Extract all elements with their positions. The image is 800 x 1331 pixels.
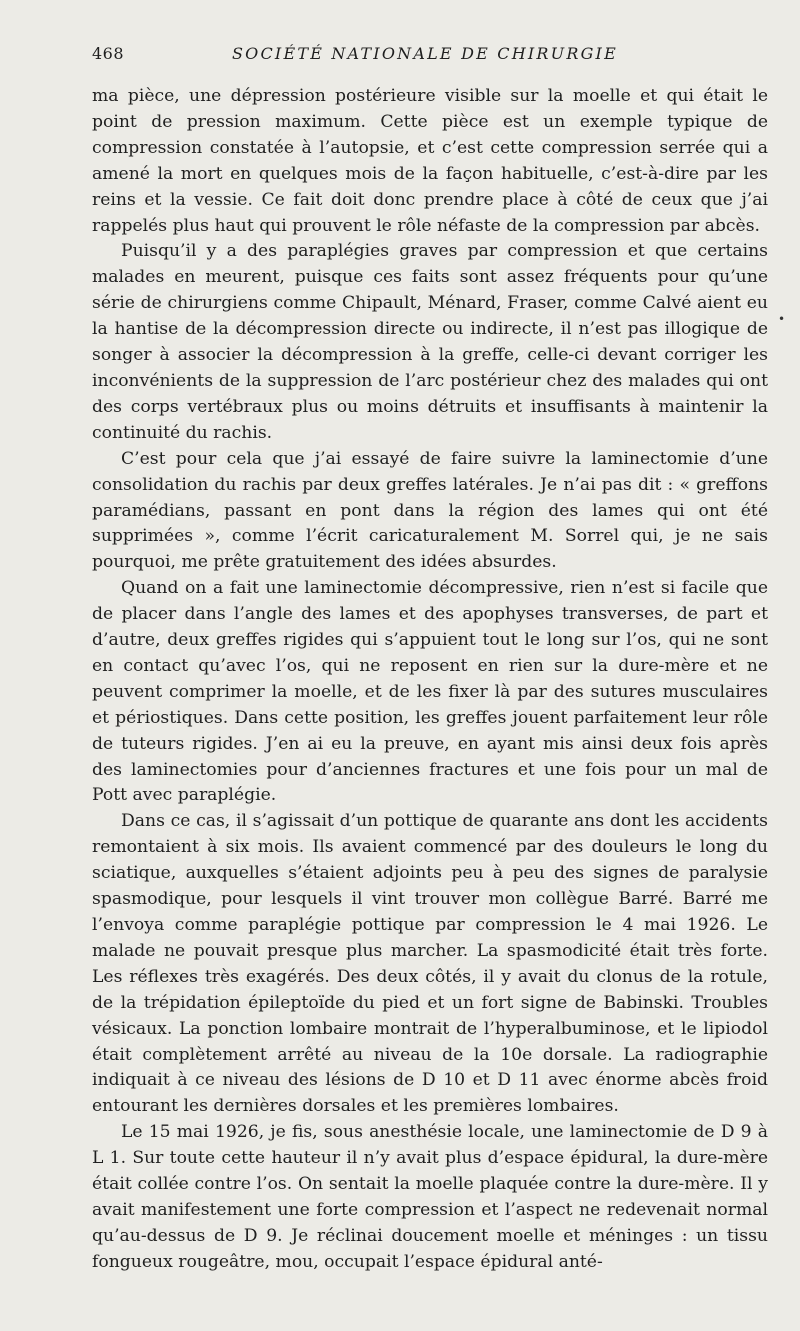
paragraph: Le 15 mai 1926, je fis, sous anesthésie locale, une laminectomie de D 9 à L 1. Sur toute cette hauteur il n’y avait plus d’espace épidural, la dure-mère était collée contre l’os. On sentait la moelle plaquée contre la dure-mère. Il y avait manifestement une forte compression et l’aspect ne redevenait normal qu’au-dessus de D 9. Je réclinai doucement moelle et méninges : un tissu fongueux rougeâtre, mou, occupait l’espace épidural anté- bbox=[92, 1122, 768, 1272]
paragraph: Dans ce cas, il s’agissait d’un pottique de quarante ans dont les accidents remontaient à six mois. Ils avaient commencé par des douleurs le long du sciatique, auxquelles s’étaient adjoints peu à peu des signes de paralysie spasmodique, pour lesquels il vint trouver mon collègue Barré. Barré me l’envoya comme paraplégie pottique par compression le 4 mai 1926. Le malade ne pouvait presque plus marcher. La spasmodicité était très forte. Les réflexes très exagérés. Des deux côtés, il y avait du clonus de la rotule, de la trépidation épileptoïde du pied et un fort signe de Babinski. Troubles vésicaux. La ponction lombaire montrait de l’hyperalbuminose, et le lipiodol était complètement arrêté au niveau de la 10e dorsale. La radiographie indiquait à ce niveau des lésions de D 10 et D 11 avec énorme abcès froid entourant les dernières dorsales et les premières lombaires. bbox=[92, 811, 768, 1117]
page-number: 468 bbox=[92, 44, 125, 63]
margin-mark-icon: • bbox=[778, 312, 786, 326]
paragraph: Puisqu’il y a des paraplégies graves par compression et que certains malades en meurent, puisque ces faits sont assez fréquents pour qu’une série de chirurgiens comme Chipault, Ménard, Fraser, comme Calvé aient eu la hantise de la décompression directe ou indirecte, il n’est pas illogique de songer à associer la décompression à la greffe, celle-ci devant corriger les inconvénients de la suppression de l’arc postérieur chez des malades qui ont des corps vertébraux plus ou moins détruits et insuffisants à maintenir la continuité du rachis. bbox=[92, 241, 768, 443]
running-head: SOCIÉTÉ NATIONALE DE CHIRURGIE bbox=[232, 44, 618, 63]
paragraph: C’est pour cela que j’ai essayé de faire suivre la laminectomie d’une consolidation du rachis par deux greffes latérales. Je n’ai pas dit : « greffons paramédians, passant en pont dans la région des lames qui ont été supprimées », comme l’écrit caricaturalement M. Sorrel qui, je ne sais pourquoi, me prête gratuitement des idées absurdes. bbox=[92, 448, 768, 573]
page-header bbox=[92, 44, 768, 68]
body-text bbox=[92, 84, 768, 1276]
paragraph: Quand on a fait une laminectomie décompressive, rien n’est si facile que de placer dans l’angle des lames et des apophyses transverses, de part et d’autre, deux greffes rigides qui s’appuient tout le long sur l’os, qui ne sont en contact qu’avec l’os, qui ne reposent en rien sur la dure-mère et ne peuvent comprimer la moelle, et de les fixer là par des sutures musculaires et périostiques. Dans cette position, les greffes jouent parfaitement leur rôle de tuteurs rigides. J’en ai eu la preuve, en ayant mis ainsi deux fois après des laminectomies pour d’anciennes fractures et une fois pour un mal de Pott avec paraplégie. bbox=[92, 578, 768, 806]
paragraph: ma pièce, une dépression postérieure visible sur la moelle et qui était le point de pression maximum. Cette pièce est un exemple typique de compression constatée à l’autopsie, et c’est cette compression serrée qui a amené la mort en quelques mois de la façon habituelle, c’est-à-dire par les reins et la vessie. Ce fait doit donc prendre place à côté de ceux que j’ai rappelés plus haut qui prouvent le rôle néfaste de la compression par abcès. bbox=[92, 86, 768, 236]
